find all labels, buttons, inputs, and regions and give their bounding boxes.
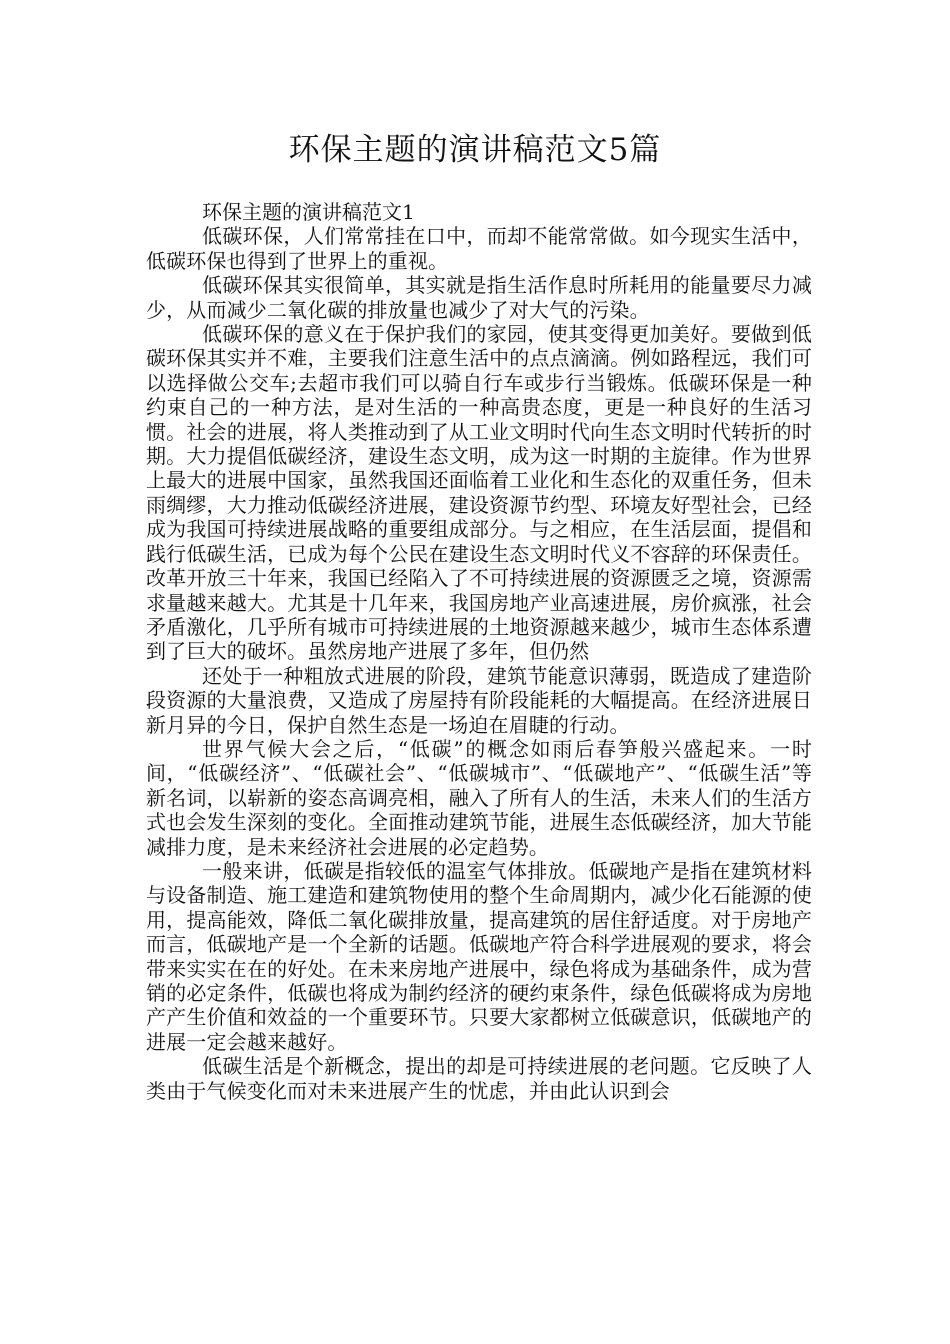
paragraph: 还处于一种粗放式进展的阶段，建筑节能意识薄弱，既造成了建造阶段资源的大量浪费，又造成了房屋持有阶段能耗的大幅提高。在经济进展日新月异的今日，保护自然生态是一场迫在眉睫的行动。 <box>146 663 812 737</box>
paragraph: 一般来讲，低碳是指较低的温室气体排放。低碳地产是指在建筑材料与设备制造、施工建造和建筑物使用的整个生命周期内，减少化石能源的使用，提高能效，降低二氧化碳排放量，提高建筑的居住舒适度。对于房地产而言，低碳地产是一个全新的话题。低碳地产符合科学进展观的要求，将会带来实实在在的好处。在未来房地产进展中，绿色将成为基础条件，成为营销的必定条件，低碳也将成为制约经济的硬约束条件，绿色低碳将成为房地产产生价值和效益的一个重要环节。只要大家都树立低碳意识，低碳地产的进展一定会越来越好。 <box>146 858 812 1054</box>
document-title: 环保主题的演讲稿范文5篇 <box>288 132 662 168</box>
section-heading: 环保主题的演讲稿范文1 <box>202 200 415 224</box>
paragraph: 低碳生活是个新概念，提出的却是可持续进展的老问题。它反映了人类由于气候变化而对未来进展产生的忧虑，并由此认识到会 <box>146 1054 812 1103</box>
paragraph: 低碳环保的意义在于保护我们的家园，使其变得更加美好。要做到低碳环保其实并不难，主要我们注意生活中的点点滴滴。例如路程远，我们可以选择做公交车;去超市我们可以骑自行车或步行当锻炼。低碳环保是一种约束自己的一种方法，是对生活的一种高贵态度，更是一种良好的生活习惯。社会的进展，将人类推动到了从工业文明时代向生态文明时代转折的时期。大力提倡低碳经济，建设生态文明，成为这一时期的主旋律。作为世界上最大的进展中国家，虽然我国还面临着工业化和生态化的双重任务，但未雨绸缪，大力推动低碳经济进展，建设资源节约型、环境友好型社会，已经成为我国可持续进展战略的重要组成部分。与之相应，在生活层面，提倡和践行低碳生活，已成为每个公民在建设生态文明时代义不容辞的环保责任。改革开放三十年来，我国已经陷入了不可持续进展的资源匮乏之境，资源需求量越来越大。尤其是十几年来，我国房地产业高速进展，房价疯涨，社会矛盾激化，几乎所有城市可持续进展的土地资源越来越少，城市生态体系遭到了巨大的破坏。虽然房地产进展了多年，但仍然 <box>146 322 812 664</box>
paragraph: 低碳环保其实很简单，其实就是指生活作息时所耗用的能量要尽力减少，从而减少二氧化碳的排放量也减少了对大气的污染。 <box>146 273 812 322</box>
paragraph: 低碳环保，人们常常挂在口中，而却不能常常做。如今现实生活中，低碳环保也得到了世界上的重视。 <box>146 224 812 273</box>
document-body <box>146 200 812 1103</box>
paragraph: 世界气候大会之后，“低碳”的概念如雨后春笋般兴盛起来。一时间，“低碳经济”、“低碳社会”、“低碳城市”、“低碳地产”、“低碳生活”等新名词，以崭新的姿态高调亮相，融入了所有人的生活，未来人们的生活方式也会发生深刻的变化。全面推动建筑节能，进展生态低碳经济，加大节能减排力度，是未来经济社会进展的必定趋势。 <box>146 736 812 859</box>
